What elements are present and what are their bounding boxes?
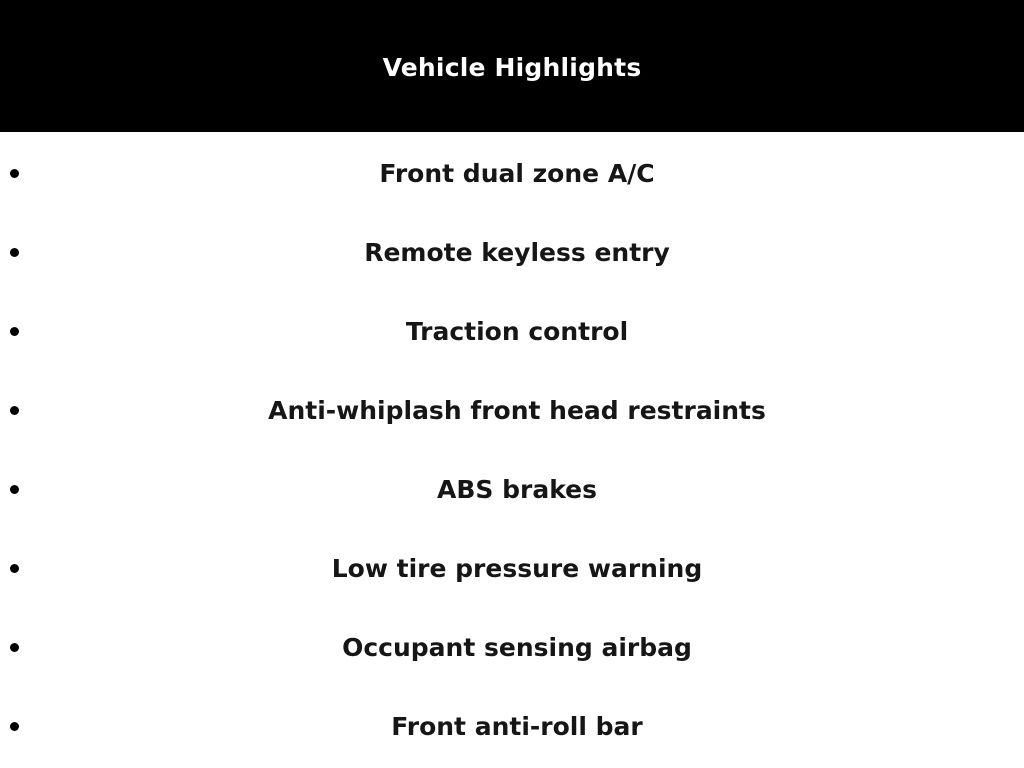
list-item — [0, 391, 1024, 431]
list-item-label: Anti-whiplash front head restraints — [268, 396, 766, 425]
list-item — [0, 707, 1024, 747]
list-item — [0, 154, 1024, 194]
highlights-list — [0, 132, 1024, 768]
list-item — [0, 549, 1024, 589]
list-item — [0, 470, 1024, 510]
list-item-label: Front dual zone A/C — [379, 159, 655, 188]
list-item — [0, 233, 1024, 273]
list-item-label: Front anti-roll bar — [391, 712, 643, 741]
list-item-label: Occupant sensing airbag — [342, 633, 692, 662]
list-item — [0, 628, 1024, 668]
list-item-label: Low tire pressure warning — [331, 554, 703, 583]
list-item-label: Traction control — [405, 317, 629, 346]
list-item-label: Remote keyless entry — [364, 238, 670, 267]
list-item — [0, 312, 1024, 352]
header-bar — [0, 0, 1024, 132]
page-title: Vehicle Highlights — [382, 53, 642, 82]
list-item-label: ABS brakes — [437, 475, 597, 504]
